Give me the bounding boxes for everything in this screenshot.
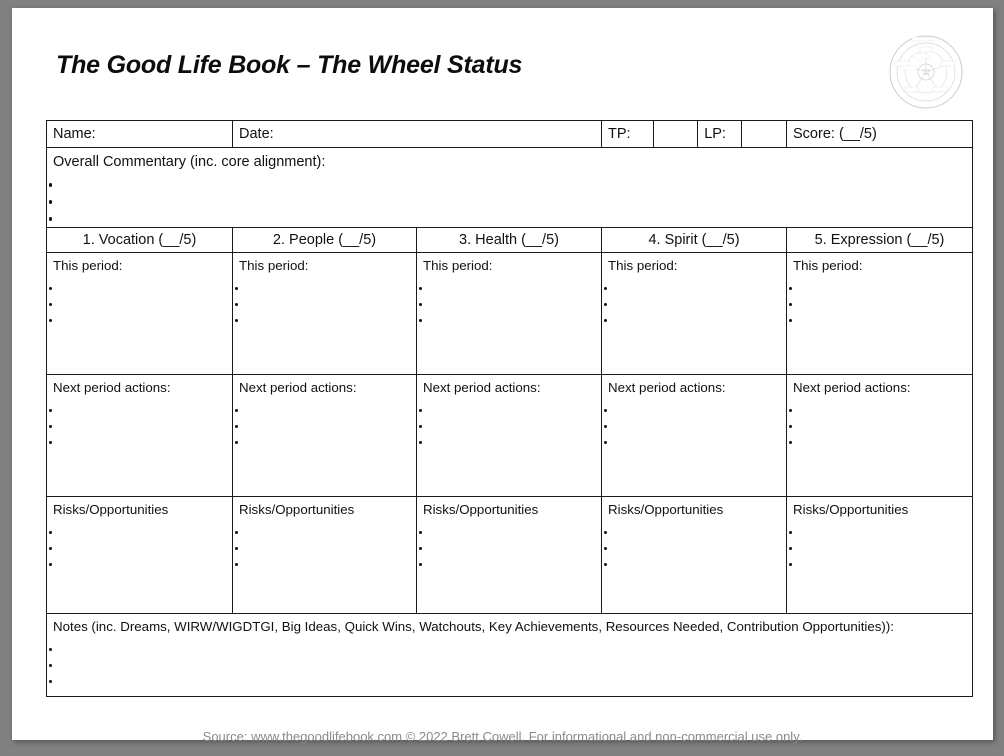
risks-label: Risks/Opportunities <box>239 502 355 518</box>
risks-label: Risks/Opportunities <box>793 502 909 518</box>
risks-bullets <box>417 524 601 572</box>
bullet-item <box>233 540 416 556</box>
bullet-item <box>787 556 972 572</box>
this-period-label: This period: <box>608 258 678 274</box>
risks-bullets <box>602 524 786 572</box>
this-period-bullets <box>47 280 232 328</box>
next-actions-label: Next period actions: <box>793 380 911 396</box>
next-actions-bullets <box>233 402 416 450</box>
bullet-item <box>233 296 416 312</box>
this-period-bullets <box>602 280 786 328</box>
this-period-bullets <box>417 280 601 328</box>
bullet-item <box>787 540 972 556</box>
bullet-item <box>233 524 416 540</box>
this-period-cell-spirit[interactable] <box>602 253 787 375</box>
this-period-bullets <box>787 280 972 328</box>
this-period-label: This period: <box>423 258 493 274</box>
document-page <box>12 8 993 744</box>
pillar-header-health <box>417 228 602 253</box>
wheel-diagram-logo-icon <box>886 25 966 115</box>
this-period-label: This period: <box>793 258 863 274</box>
risks-cell-vocation[interactable] <box>47 497 233 614</box>
svg-text:Living: Living <box>921 68 931 72</box>
commentary-cell[interactable] <box>47 148 973 228</box>
next-actions-cell-vocation[interactable] <box>47 375 233 497</box>
tp-value-cell[interactable] <box>654 121 698 147</box>
bullet-item <box>787 434 972 450</box>
identity-row <box>47 121 973 148</box>
bullet-item <box>47 641 972 657</box>
this-period-label: This period: <box>53 258 123 274</box>
risks-bullets <box>47 524 232 572</box>
wheel-status-table <box>46 120 973 697</box>
notes-cell[interactable] <box>47 614 973 697</box>
next-actions-bullets <box>602 402 786 450</box>
notes-bullets <box>47 641 972 689</box>
risks-cell-people[interactable] <box>233 497 417 614</box>
pillar-header-label: 3. Health (__/5) <box>459 232 559 249</box>
page-title: The Good Life Book – The Wheel Status <box>56 51 523 79</box>
bullet-item <box>417 402 601 418</box>
pillar-header-vocation <box>47 228 233 253</box>
bullet-item <box>47 402 232 418</box>
bullet-item <box>787 296 972 312</box>
bullet-item <box>233 312 416 328</box>
this-period-row <box>47 253 973 375</box>
bullet-item <box>47 210 972 227</box>
notes-row <box>47 614 973 697</box>
name-cell[interactable] <box>47 121 233 148</box>
score-cell[interactable] <box>787 121 973 148</box>
commentary-row <box>47 148 973 228</box>
bullet-item <box>602 556 786 572</box>
bullet-item <box>417 296 601 312</box>
bullet-item <box>417 418 601 434</box>
score-label: Score: (__/5) <box>793 126 877 142</box>
next-actions-label: Next period actions: <box>608 380 726 396</box>
risks-label: Risks/Opportunities <box>423 502 539 518</box>
next-actions-cell-health[interactable] <box>417 375 602 497</box>
bullet-item <box>602 434 786 450</box>
this-period-cell-people[interactable] <box>233 253 417 375</box>
next-actions-cell-people[interactable] <box>233 375 417 497</box>
next-actions-bullets <box>47 402 232 450</box>
lp-value <box>742 121 786 129</box>
tp-lp-group-cell <box>602 121 787 148</box>
pillar-header-label: 1. Vocation (__/5) <box>82 232 197 249</box>
bullet-item <box>602 540 786 556</box>
lp-value-cell[interactable] <box>742 121 786 147</box>
risks-row <box>47 497 973 614</box>
pillar-header-expression <box>787 228 973 253</box>
risks-bullets <box>233 524 416 572</box>
bullet-item <box>233 418 416 434</box>
this-period-label: This period: <box>239 258 309 274</box>
next-actions-label: Next period actions: <box>423 380 541 396</box>
next-actions-cell-expression[interactable] <box>787 375 973 497</box>
bullet-item <box>602 296 786 312</box>
date-label: Date: <box>239 126 274 142</box>
bullet-item <box>233 556 416 572</box>
tp-label-cell <box>602 121 654 147</box>
pillar-header-people <box>233 228 417 253</box>
risks-bullets <box>787 524 972 572</box>
risks-label: Risks/Opportunities <box>53 502 169 518</box>
bullet-item <box>417 540 601 556</box>
bullet-item <box>47 657 972 673</box>
bullet-item <box>787 524 972 540</box>
bullet-item <box>787 280 972 296</box>
bullet-item <box>47 418 232 434</box>
commentary-label: Overall Commentary (inc. core alignment): <box>53 154 326 171</box>
name-label: Name: <box>53 126 96 142</box>
bullet-item <box>47 296 232 312</box>
bullet-item <box>417 524 601 540</box>
this-period-cell-health[interactable] <box>417 253 602 375</box>
this-period-bullets <box>233 280 416 328</box>
bullet-item <box>417 312 601 328</box>
pillar-header-spirit <box>602 228 787 253</box>
next-actions-bullets <box>417 402 601 450</box>
tp-value <box>654 121 697 129</box>
next-actions-bullets <box>787 402 972 450</box>
risks-cell-expression[interactable] <box>787 497 973 614</box>
bullet-item <box>787 312 972 328</box>
bullet-item <box>602 524 786 540</box>
tp-label: TP: <box>608 126 631 142</box>
next-actions-cell-spirit[interactable] <box>602 375 787 497</box>
date-cell[interactable] <box>233 121 602 148</box>
next-actions-row <box>47 375 973 497</box>
bullet-item <box>602 312 786 328</box>
bullet-item <box>787 418 972 434</box>
bullet-item <box>417 434 601 450</box>
bullet-item <box>47 193 972 210</box>
pillar-header-label: 4. Spirit (__/5) <box>648 232 740 249</box>
next-actions-label: Next period actions: <box>239 380 357 396</box>
bullet-item <box>47 176 972 193</box>
bullet-item <box>787 402 972 418</box>
pillar-header-row <box>47 228 973 253</box>
this-period-cell-expression[interactable] <box>787 253 973 375</box>
bullet-item <box>47 673 972 689</box>
bullet-item <box>47 434 232 450</box>
svg-text:Well: Well <box>922 72 930 76</box>
notes-label: Notes (inc. Dreams, WIRW/WIGDTGI, Big Ideas, Quick Wins, Watchouts, Key Achievements, Resources Needed, Contribution Opportunities)): <box>53 619 894 635</box>
commentary-bullets <box>47 176 972 227</box>
bullet-item <box>47 540 232 556</box>
source-footer: Source: www.thegoodlifebook.com © 2022 Brett Cowell. For informational and non-commercial use only. <box>202 729 803 744</box>
bullet-item <box>602 418 786 434</box>
pillar-header-label: 5. Expression (__/5) <box>814 232 945 249</box>
risks-label: Risks/Opportunities <box>608 502 724 518</box>
bullet-item <box>233 434 416 450</box>
bullet-item <box>47 524 232 540</box>
bullet-item <box>233 280 416 296</box>
lp-label: LP: <box>704 126 726 142</box>
risks-cell-health[interactable] <box>417 497 602 614</box>
risks-cell-spirit[interactable] <box>602 497 787 614</box>
bullet-item <box>417 556 601 572</box>
bullet-item <box>47 312 232 328</box>
bullet-item <box>417 280 601 296</box>
bullet-item <box>233 402 416 418</box>
bullet-item <box>602 280 786 296</box>
bullet-item <box>47 556 232 572</box>
next-actions-label: Next period actions: <box>53 380 171 396</box>
this-period-cell-vocation[interactable] <box>47 253 233 375</box>
lp-label-cell <box>698 121 742 147</box>
bullet-item <box>602 402 786 418</box>
pillar-header-label: 2. People (__/5) <box>272 232 377 249</box>
bullet-item <box>47 280 232 296</box>
